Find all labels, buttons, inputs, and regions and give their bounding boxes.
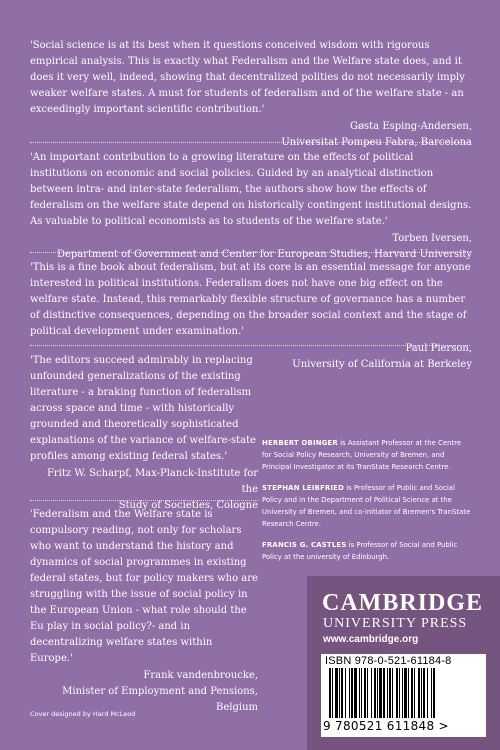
author-bios (262, 437, 472, 572)
quote-author: Fritz W. Scharpf, Max-Planck-Institute for the (46, 468, 258, 495)
quote-attribution (30, 231, 472, 263)
quote-text: 'Social science is at its best when it questions conceived wisdom with rigorous empirical analysis. This is exactly what Federalism and the Welfare state does, and it does it very well, indeed, showing that decentralized polities do not necessarily imply weaker welfare states. A must for students of federalism and of the welfare state - an exceedingly important scientific contribution.' (30, 40, 465, 115)
cover-credit: Cover designed by Hard McLeod (30, 710, 136, 718)
quote-author: Frank vandenbroucke, (143, 670, 258, 681)
author-bio (262, 482, 472, 530)
author-bio (262, 539, 472, 563)
endorsement-quote-4 (30, 353, 258, 514)
quote-text: 'The editors succeed admirably in replacing unfounded generalizations of the existing literature - a braking function of federalism across space and time - with historically grounded and theoretically sophisticated explanations of the variance of welfare-state profiles among existing federal states.' (30, 355, 257, 462)
quote-affiliation: Minister of Employment and Pensions, Belgium (62, 686, 258, 713)
quote-text: 'An important contribution to a growing literature on the effects of political institutions on economic and social policies. Guided by an analytical distinction between intra- and inter-state federalism, the authors show how the effects of federalism on the welfare state depend on historically contingent institutional designs. As valuable to political economists as to students of the welfare state.' (30, 152, 472, 227)
quote-affiliation: Study of Societies, Cologne (118, 500, 258, 511)
author-bio-text: is Professor of Social and Public Policy at the university of Edinburgh. (262, 541, 458, 561)
barcode-icon (323, 668, 483, 718)
divider (30, 345, 470, 346)
quote-affiliation: Department of Government and Center for European Studies, Harvard University (56, 249, 472, 260)
divider (30, 142, 470, 143)
author-name: HERBERT OBINGER (262, 439, 338, 447)
publisher-url: www.cambridge.org (323, 634, 419, 645)
barcode-digits: 9 780521 611848 > (323, 719, 449, 733)
endorsement-quote-1 (30, 38, 472, 151)
isbn-label: ISBN 978-0-521-61184-8 (325, 655, 452, 667)
publisher-logo-name: CAMBRIDGE (322, 590, 484, 616)
author-name: STEPHAN LEIBFRIED (262, 484, 345, 492)
quote-affiliation: Universitat Pompeu Fabra, Barcelona (281, 137, 472, 148)
author-name: FRANCIS G. CASTLES (262, 541, 347, 549)
quote-author: Torben Iversen, (392, 233, 472, 244)
quote-author: Gøsta Esping-Andersen, (350, 121, 472, 132)
quote-affiliation: University of California at Berkeley (292, 359, 472, 370)
barcode-box (321, 654, 486, 737)
quote-attribution (30, 119, 472, 151)
divider (30, 252, 470, 253)
endorsement-quote-5 (30, 507, 258, 716)
endorsement-quote-2 (30, 150, 472, 263)
author-bio (262, 437, 472, 473)
author-bio-text: is Assistant Professor at the Centre for Social Policy Research, University of Bremen, and Principal Investigator at its TranState Research Centre. (262, 439, 462, 471)
publisher-logo-press: UNIVERSITY PRESS (323, 616, 468, 631)
divider (30, 500, 258, 501)
quote-text: 'This is a fine book about federalism, but at its core is an essential message for anyone interested in political institutions. Federalism does not have one big effect on the welfare state. Instead, this remarkably flexible structure of governance has a number of distinctive consequences, depending on the broader social context and the stage of political development under examination.' (30, 262, 471, 337)
quote-text: 'Federalism and the Welfare state is compulsory reading, not only for scholars who want to understand the history and dynamics of social programmes in existing federal states, but for policy makers who are struggling with the issue of social policy in the European Union - what role should the Eu play in social policy?- and in decentralizing welfare states within Europe.' (30, 509, 258, 664)
quote-author: Paul Pierson, (405, 343, 472, 354)
publisher-panel (307, 576, 500, 750)
quote-attribution (30, 668, 258, 716)
author-bio-text: is Professor of Public and Social Policy and in the Department of Political Science at the University of Bremen, and co-initiator of Bremen's TranState Research Centre. (262, 484, 471, 528)
